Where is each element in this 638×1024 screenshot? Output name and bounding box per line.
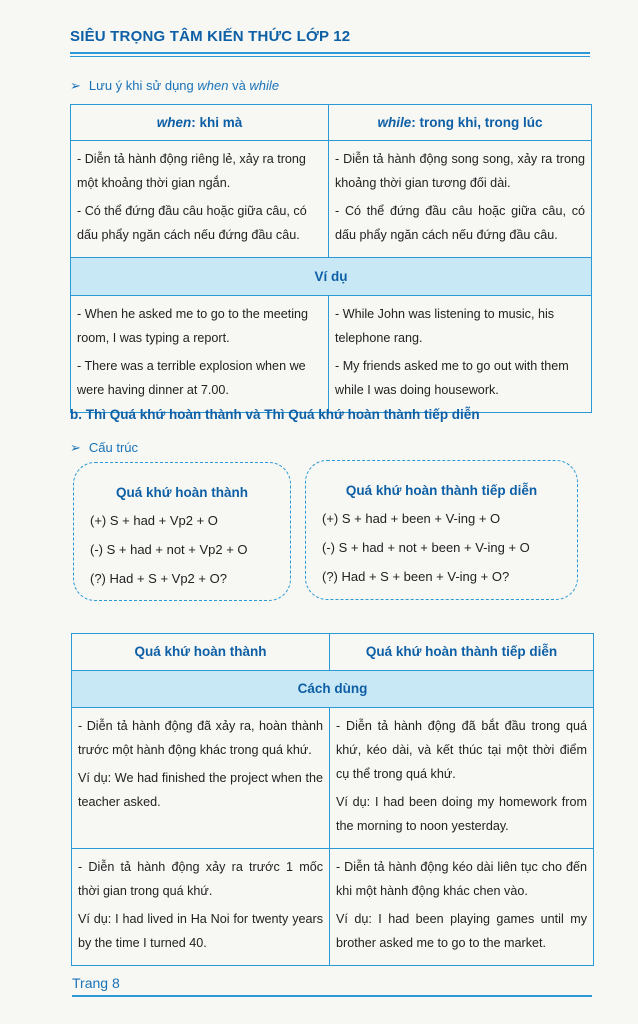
usage-example: Ví dụ: I had lived in Ha Noi for twenty years by the time I turned 40. <box>78 912 323 950</box>
term-while: while <box>377 114 412 130</box>
usage-text: - Diễn tả hành động đã bắt đầu trong quá khứ, kéo dài, và kết thúc tại một thời điểm cụ thể trong quá khứ. <box>336 719 587 781</box>
header-past-perfect-continuous: Quá khứ hoàn thành tiếp diễn <box>330 634 594 671</box>
running-header: SIÊU TRỌNG TÂM KIẾN THỨC LỚP 12 <box>70 28 351 45</box>
header-past-perfect: Quá khứ hoàn thành <box>72 634 330 671</box>
usage-item: - Có thể đứng đầu câu hoặc giữa câu, có dấu phẩy ngăn cách nếu đứng đầu câu. <box>77 204 307 242</box>
footer-rule <box>72 995 592 997</box>
usage-example: Ví dụ: We had finished the project when the teacher asked. <box>78 771 323 809</box>
usage-while-cell <box>329 141 592 258</box>
structure-heading <box>70 440 138 456</box>
header-when <box>71 105 329 141</box>
header-rule-thin <box>70 56 590 57</box>
header-while <box>329 105 592 141</box>
usage-cell <box>72 708 330 849</box>
meaning-while: : trong khi, trong lúc <box>411 114 543 130</box>
formula-question: (?) Had + S + been + V-ing + O? <box>322 569 510 584</box>
note-heading <box>70 78 279 94</box>
usage-example: Ví dụ: I had been doing my homework from the morning to noon yesterday. <box>336 795 587 833</box>
note-and: và <box>228 78 250 93</box>
example-item: - My friends asked me to go out with them while I was doing housework. <box>335 359 569 397</box>
structure-label: Cấu trúc <box>88 440 139 455</box>
note-text: Lưu ý khi sử dụng <box>88 78 198 93</box>
formula-affirmative: (+) S + had + been + V-ing + O <box>322 511 501 526</box>
meaning-when: : khi mà <box>191 114 243 130</box>
usage-item: - Diễn tả hành động riêng lẻ, xảy ra trong một khoảng thời gian ngắn. <box>77 152 306 190</box>
example-item: - When he asked me to go to the meeting room, I was typing a report. <box>77 307 309 345</box>
usage-text: - Diễn tả hành động xảy ra trước 1 mốc thời gian trong quá khứ. <box>78 860 323 898</box>
box-title: Quá khứ hoàn thành tiếp diễn <box>345 483 538 498</box>
when-while-table <box>70 104 592 413</box>
usage-band: Cách dùng <box>72 671 594 708</box>
header-rule <box>70 52 590 54</box>
formula-question: (?) Had + S + Vp2 + O? <box>90 571 227 586</box>
page-number: Trang 8 <box>72 975 120 991</box>
examples-while-cell <box>329 296 592 413</box>
arrow-bullet-icon: ➢ <box>70 440 81 455</box>
example-item: - While John was listening to music, his telephone rang. <box>335 307 555 345</box>
arrow-bullet-icon: ➢ <box>70 78 81 93</box>
usage-cell <box>330 849 594 966</box>
formula-negative: (-) S + had + not + been + V-ing + O <box>322 540 530 555</box>
example-band: Ví dụ <box>71 258 592 296</box>
formula-negative: (-) S + had + not + Vp2 + O <box>90 542 248 557</box>
note-when: when <box>197 78 229 93</box>
example-item: - There was a terrible explosion when we were having dinner at 7.00. <box>77 359 306 397</box>
note-while: while <box>249 78 280 93</box>
usage-text: - Diễn tả hành động kéo dài liên tục cho đến khi một hành động khác chen vào. <box>336 860 587 898</box>
usage-cell <box>330 708 594 849</box>
formula-affirmative: (+) S + had + Vp2 + O <box>90 513 218 528</box>
section-b-title: b. Thì Quá khứ hoàn thành và Thì Quá khứ hoàn thành tiếp diễn <box>70 407 480 422</box>
structure-box-past-perfect-continuous <box>305 460 578 600</box>
usage-item: - Có thể đứng đầu câu hoặc giữa câu, có dấu phẩy ngăn cách nếu đứng đầu câu. <box>335 204 585 242</box>
tense-usage-table <box>71 633 594 966</box>
term-when: when <box>156 114 192 130</box>
usage-text: - Diễn tả hành động đã xảy ra, hoàn thành trước một hành động khác trong quá khứ. <box>78 719 323 757</box>
usage-when-cell <box>71 141 329 258</box>
usage-example: Ví dụ: I had been playing games until my brother asked me to go to the market. <box>336 912 587 950</box>
usage-cell <box>72 849 330 966</box>
box-title: Quá khứ hoàn thành <box>115 485 249 500</box>
usage-item: - Diễn tả hành động song song, xảy ra trong khoảng thời gian tương đối dài. <box>335 152 585 190</box>
examples-when-cell <box>71 296 329 413</box>
structure-box-past-perfect <box>73 462 291 601</box>
